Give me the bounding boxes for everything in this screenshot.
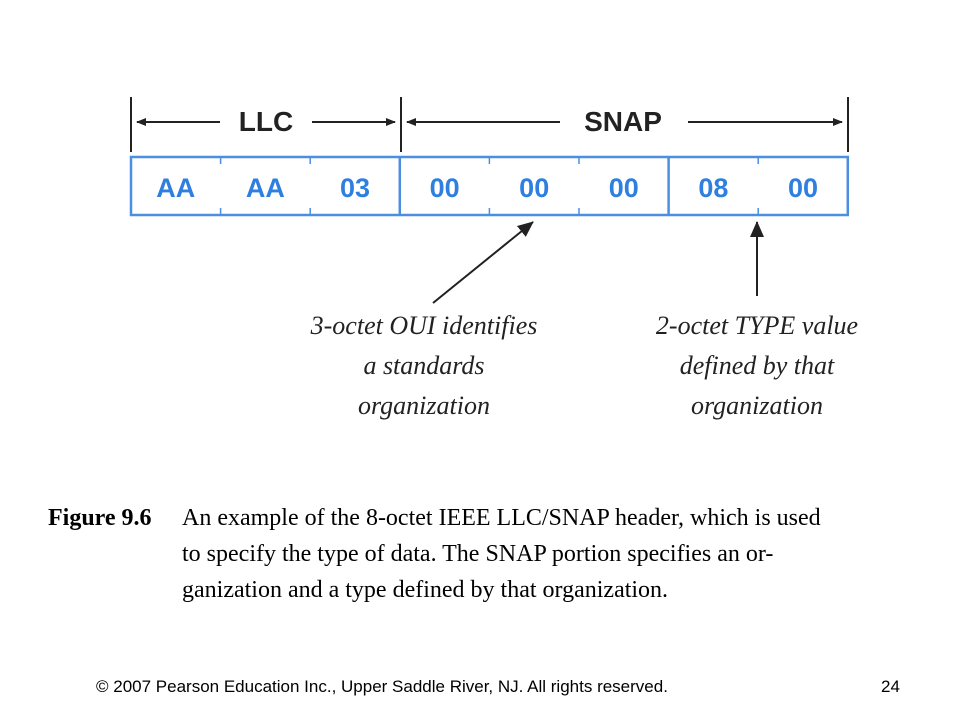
- copyright-notice: © 2007 Pearson Education Inc., Upper Saddle River, NJ. All rights reserved.: [96, 677, 668, 696]
- type-note-line-3: organization: [691, 391, 823, 420]
- caption-line-1: [48, 500, 938, 536]
- oui-note-line-1: 3-octet OUI identifies: [310, 311, 538, 340]
- oui-note-line-3: organization: [358, 391, 490, 420]
- octet-value: 03: [339, 173, 371, 203]
- octet-value: 00: [519, 173, 550, 203]
- snap-label: SNAP: [584, 106, 662, 137]
- caption-line-3: ganization and a type defined by that organization.: [182, 577, 669, 603]
- oui-note-line-2: a standards: [363, 351, 485, 380]
- page-number: 24: [881, 677, 900, 696]
- octet-value: 00: [429, 173, 460, 203]
- figure-number: Figure 9.6: [48, 505, 152, 531]
- octet-value: 08: [698, 173, 729, 203]
- octet-row: [131, 157, 848, 215]
- type-note-line-1: 2-octet TYPE value: [655, 311, 859, 340]
- llc-label: LLC: [238, 106, 294, 137]
- octet-cell: [156, 173, 195, 203]
- octet-value: 00: [787, 173, 819, 203]
- octet-frame: [131, 157, 848, 215]
- caption-text-1: An example of the 8-octet IEEE LLC/SNAP header, which is used: [182, 505, 821, 531]
- figure-caption: [48, 500, 938, 608]
- type-note-line-2: defined by that: [679, 351, 835, 380]
- octet-value: AA: [245, 173, 285, 203]
- caption-line-2: to specify the type of data. The SNAP portion specifies an or-: [182, 541, 774, 567]
- oui-pointer-arrow: [433, 222, 533, 303]
- octet-value: 00: [608, 173, 639, 203]
- octet-value: AA: [156, 173, 196, 203]
